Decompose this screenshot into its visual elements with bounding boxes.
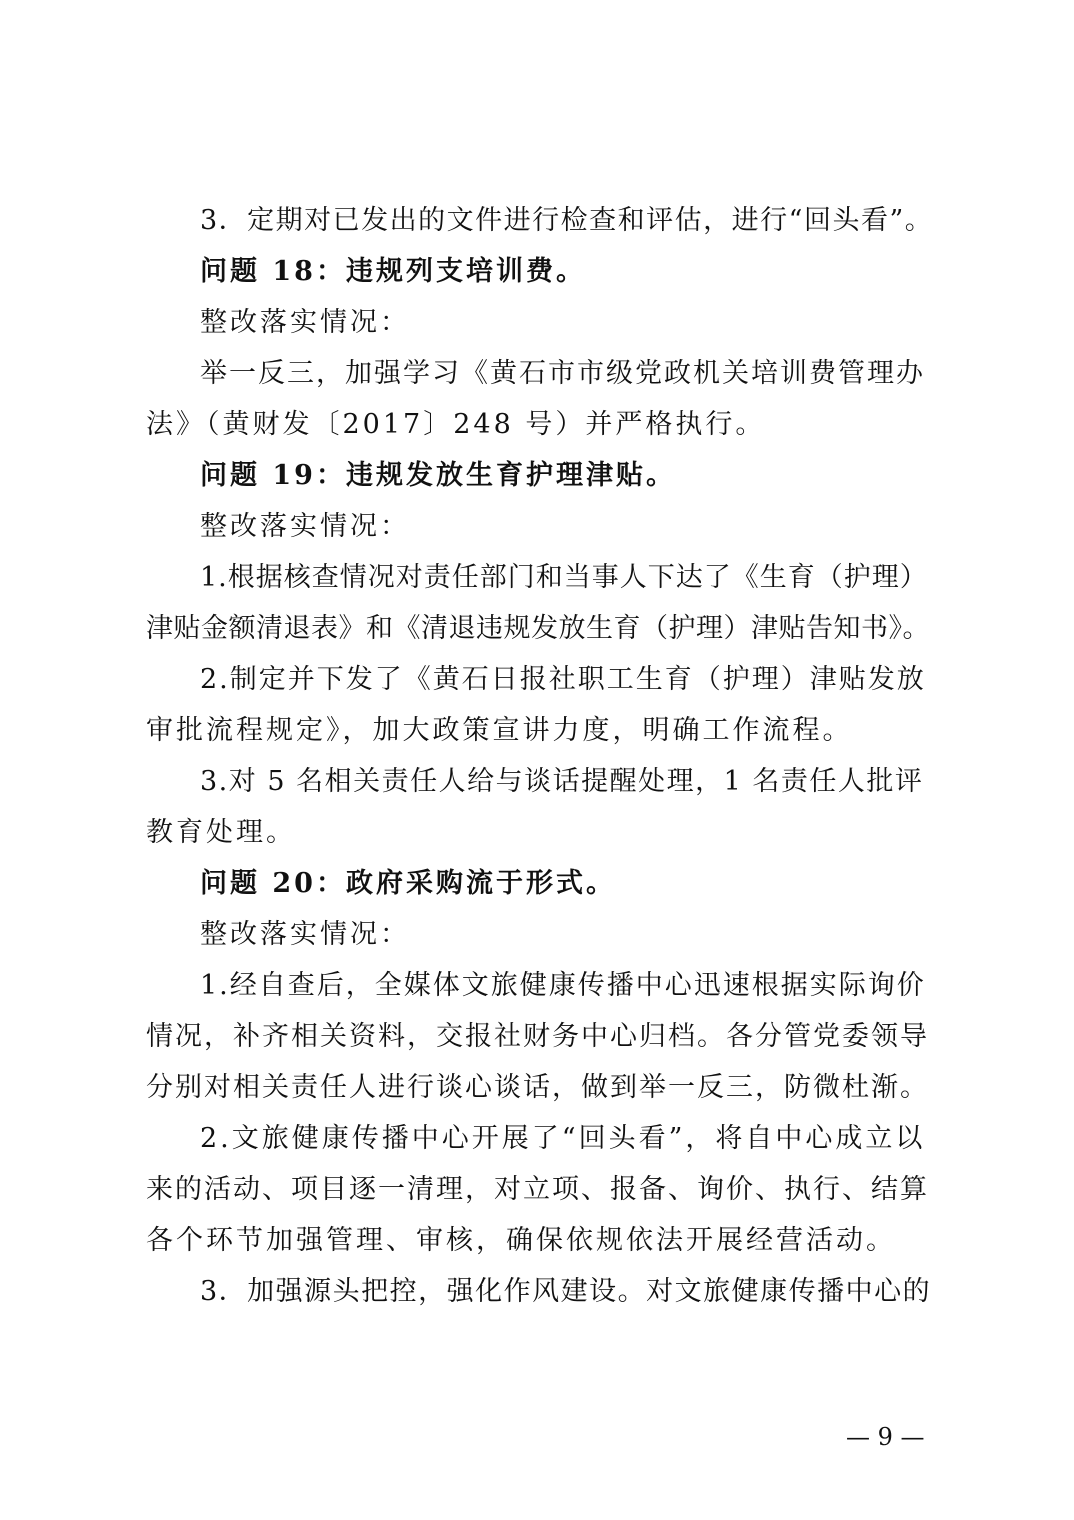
paragraph-line: 津贴金额清退表》和《清退违规发放生育（护理）津贴告知书》。: [146, 613, 930, 644]
paragraph-line: 教育处理。: [146, 817, 296, 848]
section-heading-18: 问题 18：违规列支培训费。: [200, 256, 586, 287]
paragraph-line: 情况，补齐相关资料，交报社财务中心归档。各分管党委领导: [146, 1021, 929, 1052]
paragraph-line: 审批流程规定》，加大政策宣讲力度，明确工作流程。: [146, 715, 853, 746]
paragraph-line: 2.文旅健康传播中心开展了“回头看”，将自中心成立以: [200, 1123, 926, 1154]
section-heading-20: 问题 20：政府采购流于形式。: [200, 868, 616, 899]
paragraph-line: 3．定期对已发出的文件进行检查和评估，进行“回头看”。: [200, 205, 934, 236]
paragraph-line: 来的活动、项目逐一清理，对立项、报备、询价、执行、结算: [146, 1174, 929, 1205]
paragraph-line: 分别对相关责任人进行谈心谈话，做到举一反三，防微杜渐。: [146, 1072, 929, 1103]
page-number: — 9 —: [846, 1423, 925, 1451]
rectification-label: 整改落实情况：: [200, 511, 410, 542]
paragraph-line: 举一反三，加强学习《黄石市市级党政机关培训费管理办: [200, 358, 925, 389]
paragraph-line: 3.对 5 名相关责任人给与谈话提醒处理，1 名责任人批评: [200, 766, 924, 797]
paragraph-line: 各个环节加强管理、审核，确保依规依法开展经营活动。: [146, 1225, 896, 1256]
rectification-label: 整改落实情况：: [200, 307, 410, 338]
paragraph-line: 法》（黄财发〔2017〕248 号）并严格执行。: [146, 409, 766, 440]
paragraph-line: 3．加强源头把控，强化作风建设。对文旅健康传播中心的: [200, 1276, 932, 1307]
section-heading-19: 问题 19：违规发放生育护理津贴。: [200, 460, 676, 491]
paragraph-line: 1.经自查后，全媒体文旅健康传播中心迅速根据实际询价: [200, 970, 926, 1001]
rectification-label: 整改落实情况：: [200, 919, 410, 950]
paragraph-line: 2.制定并下发了《黄石日报社职工生育（护理）津贴发放: [200, 664, 926, 695]
paragraph-line: 1.根据核查情况对责任部门和当事人下达了《生育（护理）: [200, 562, 928, 593]
